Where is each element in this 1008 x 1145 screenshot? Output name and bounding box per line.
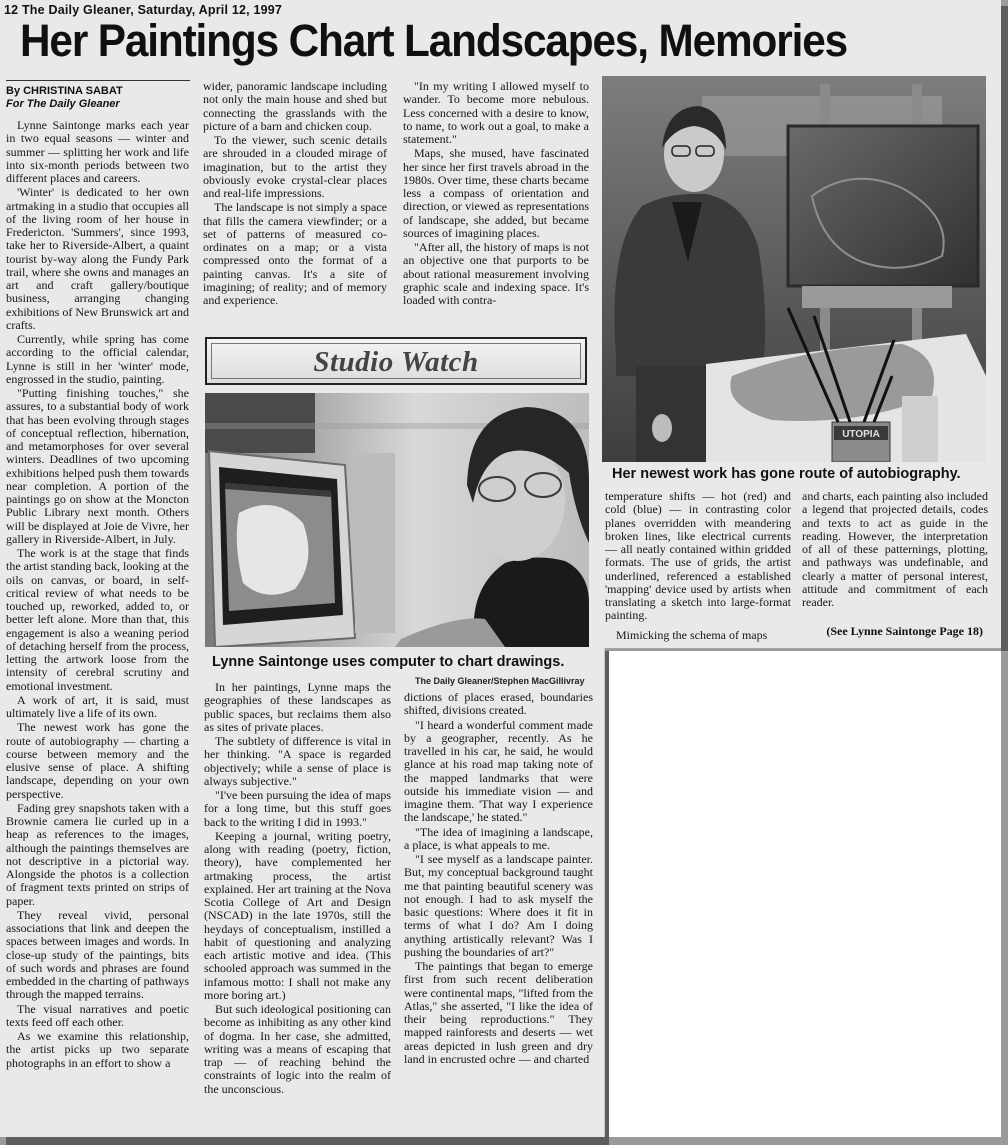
paragraph: The work is at the stage that finds the artist standing back, looking at the oils on canvas, or board, in self-critical review of what needs to be touched up, reworked, added to, or better left alone. More than that, this engagement is also a weaning period of detaching herself from the process, letting the artwork loose from the intensity of cerebral scrutiny and emotional investment. bbox=[6, 546, 189, 693]
paragraph: Lynne Saintonge marks each year in two equal seasons — winter and summer — splitting her work and life into six-month periods between two different places and careers. bbox=[6, 118, 189, 185]
continuation-reference: (See Lynne Saintonge Page 18) bbox=[826, 624, 983, 638]
paragraph: wider, panoramic landscape including not only the main house and shed but connecting the grasslands with the picture of a barn and chicken coup. bbox=[203, 79, 387, 133]
paragraph: dictions of places erased, boundaries shifted, divisions created. bbox=[404, 690, 593, 718]
photo-caption-studio: Her newest work has gone route of autobiography. bbox=[612, 466, 961, 482]
page-shadow-bottom bbox=[6, 1137, 605, 1145]
paragraph: They reveal vivid, personal associations that link and deepen the spaces between images and words. In close-up study of the paintings, bits of such words and phrases are found embedded in the charting of pathways through the mapped terrains. bbox=[6, 907, 189, 1002]
paragraph: "I see myself as a landscape painter. But, my conceptual background taught me that painting beautiful scenery was not enough. I had to ask myself the basic questions: Where does it fit in terms of what I do? Am I doing anything artistically relevant? Was I pushing the boundaries of art?" bbox=[404, 852, 593, 959]
article-column-1 bbox=[6, 119, 189, 1071]
paragraph: Maps, she mused, have fascinated her since her first travels abroad in the 1980s. Over time, these charts became less a compass of orientation and direction, or viewed as representations of landscape, she added, but became sources of imagining places. bbox=[403, 146, 589, 240]
paragraph: "I've been pursuing the idea of maps for a long time, but this stuff goes back to the writing I did in 1993." bbox=[204, 788, 391, 829]
paragraph: Mimicking the schema of maps bbox=[616, 627, 768, 642]
article-column-5 bbox=[802, 490, 988, 610]
dateline: 12 The Daily Gleaner, Saturday, April 12, 1997 bbox=[4, 3, 283, 17]
page-shadow-right-lower bbox=[605, 651, 609, 1145]
article-column-3-bottom bbox=[404, 691, 593, 1067]
article-column-4 bbox=[605, 490, 791, 643]
paragraph: 'Winter' is dedicated to her own artmaking in a studio that occupies all of the living room of her house in Fredericton. 'Summers', since 1993, take her to Riverside-Albert, a quaint tourist by-way along the Fundy Park trail, where she owns and manages an art and craft gallery/boutique business, arranging changing exhibitions of New Brunswick art and crafts. bbox=[6, 185, 189, 332]
paragraph: A work of art, it is said, must ultimately live a life of its own. bbox=[6, 692, 189, 720]
paragraph: Fading grey snapshots taken with a Brownie camera lie curled up in a heap as references to the images, although the paintings themselves are not descriptive in a pictorial way. Alongside the photos is a collection of fragment texts printed on strips of paper. bbox=[6, 800, 189, 908]
photo-credit: The Daily Gleaner/Stephen MacGillivray bbox=[415, 676, 585, 686]
paragraph: "Putting finishing touches," she assures, to a substantial body of work that has been evolving through stages of conceptual reflection, hibernation, and metamorphoses for over several winters. Deadlines of two upcoming exhibitions helped push them towards near completion. A portion of the paintings go on show at the Moncton Public Library next month. Others will be displayed at Joie de Vivre, her gallery in Riverside-Albert, in July. bbox=[6, 386, 189, 546]
article-column-2-bottom bbox=[204, 681, 391, 1097]
paragraph: "After all, the history of maps is not an objective one that purports to be about rational measurement involving graphic scale and indexing space. It's loaded with contra- bbox=[403, 240, 589, 307]
section-label: Studio Watch bbox=[313, 346, 479, 378]
byline-affiliation: For The Daily Gleaner bbox=[6, 98, 120, 110]
photo-caption-computer: Lynne Saintonge uses computer to chart drawings. bbox=[212, 654, 565, 670]
paragraph: The visual narratives and poetic texts feed off each other. bbox=[6, 1001, 189, 1029]
paragraph: temperature shifts — hot (red) and cold (blue) — in contrasting color planes overridden with meandering broken lines, like electrical currents — all neatly contained within gridded formats. The use of grids, the artist underlined, referenced a established 'mapping' device used by artists when translating a sketch into large-format painting. bbox=[605, 489, 791, 623]
paragraph: "In my writing I allowed myself to wander. To become more nebulous. Less concerned with a desire to know, to name, to work out a goal, to make a statement." bbox=[403, 79, 589, 146]
paragraph: Currently, while spring has come according to the official calendar, Lynne is still in her 'winter' mode, engrossed in the studio, painting. bbox=[6, 332, 189, 386]
byline bbox=[6, 85, 196, 111]
paragraph: The landscape is not simply a space that fills the camera viewfinder; or a set of patterns of measured co-ordinates on a map; or a vista compressed onto the format of a painting canvas. It's a site of imagining; of reality; and of memory and experience. bbox=[203, 200, 387, 307]
article-column-2-top bbox=[203, 80, 387, 308]
paragraph: and charts, each painting also included a legend that projected details, codes and texts to act as guide in the reading. However, the interpretation of all of these patternings, plotting, and pathways was undefinable, and clearly a matter of personal interest, attitude and commitment of each reader. bbox=[802, 489, 988, 609]
paragraph: In her paintings, Lynne maps the geographies of these landscapes as public spaces, but reclaims them also as sites of private places. bbox=[204, 680, 391, 734]
photo-computer bbox=[205, 393, 589, 647]
article-column-3-top bbox=[403, 80, 589, 308]
paragraph: To the viewer, such scenic details are shrouded in a clouded mirage of imagination, but to the artist they obviously evoke crystal-clear places and real-life impressions. bbox=[203, 133, 387, 200]
byline-rule bbox=[6, 80, 190, 81]
paragraph: The paintings that began to emerge first from such recent deliberation were continental maps, "lifted from the Atlas," she asserted, "I like the idea of their being reproductions." They mapped rainforests and deserts — wet areas depicted in lush green and dry land in encrusted ochre — and charted bbox=[404, 959, 593, 1066]
paragraph: The subtlety of difference is vital in her thinking. "A space is regarded objectively; while a sense of place is always subjective." bbox=[204, 734, 391, 788]
paragraph: The newest work has gone the route of autobiography — charting a course between memory and the elusive sense of place. A shifting landscape, depending on your own perspective. bbox=[6, 720, 189, 801]
paragraph: But such ideological positioning can become as inhibiting as any other kind of dogma. In her case, she admitted, writing was a means of escaping that trap — of reaching behind the constraints of logic into the realm of the unconscious. bbox=[204, 1002, 391, 1096]
byline-author: By CHRISTINA SABAT bbox=[6, 85, 123, 97]
section-label-box bbox=[205, 337, 587, 385]
paragraph: As we examine this relationship, the artist picks up two separate photographs in an effort to show a bbox=[6, 1029, 189, 1070]
photo-studio-image bbox=[602, 76, 986, 462]
paragraph: Keeping a journal, writing poetry, along with reading (poetry, fiction, theory), have complemented her artmaking process, the artist explained. Her art training at the Nova Scotia College of Art and Design (NSCAD) in the late 1970s, still the heydays of conceptualism, instilled a habit of questioning and analyzing each artistic motive and idea. (This schooled approach was summed in the infamous motto: I shall not make any more boring art.) bbox=[204, 828, 391, 1002]
paragraph: "I heard a wonderful comment made by a geographer, recently. As he travelled in his car, he said, he would glance at his road map taking note of the mapped landmarks that were outside his immediate vision — and imagine them. 'That way I experience the landscape,' he stated." bbox=[404, 717, 593, 825]
photo-studio bbox=[602, 76, 986, 462]
paragraph: "The idea of imagining a landscape, a place, is what appeals to me. bbox=[404, 824, 593, 852]
photo-computer-image bbox=[205, 393, 589, 647]
page-shadow-right bbox=[1001, 6, 1008, 651]
blank-area bbox=[605, 651, 1001, 1137]
can-label: UTOPIA bbox=[842, 429, 880, 440]
headline: Her Paintings Chart Landscapes, Memories bbox=[20, 15, 847, 66]
